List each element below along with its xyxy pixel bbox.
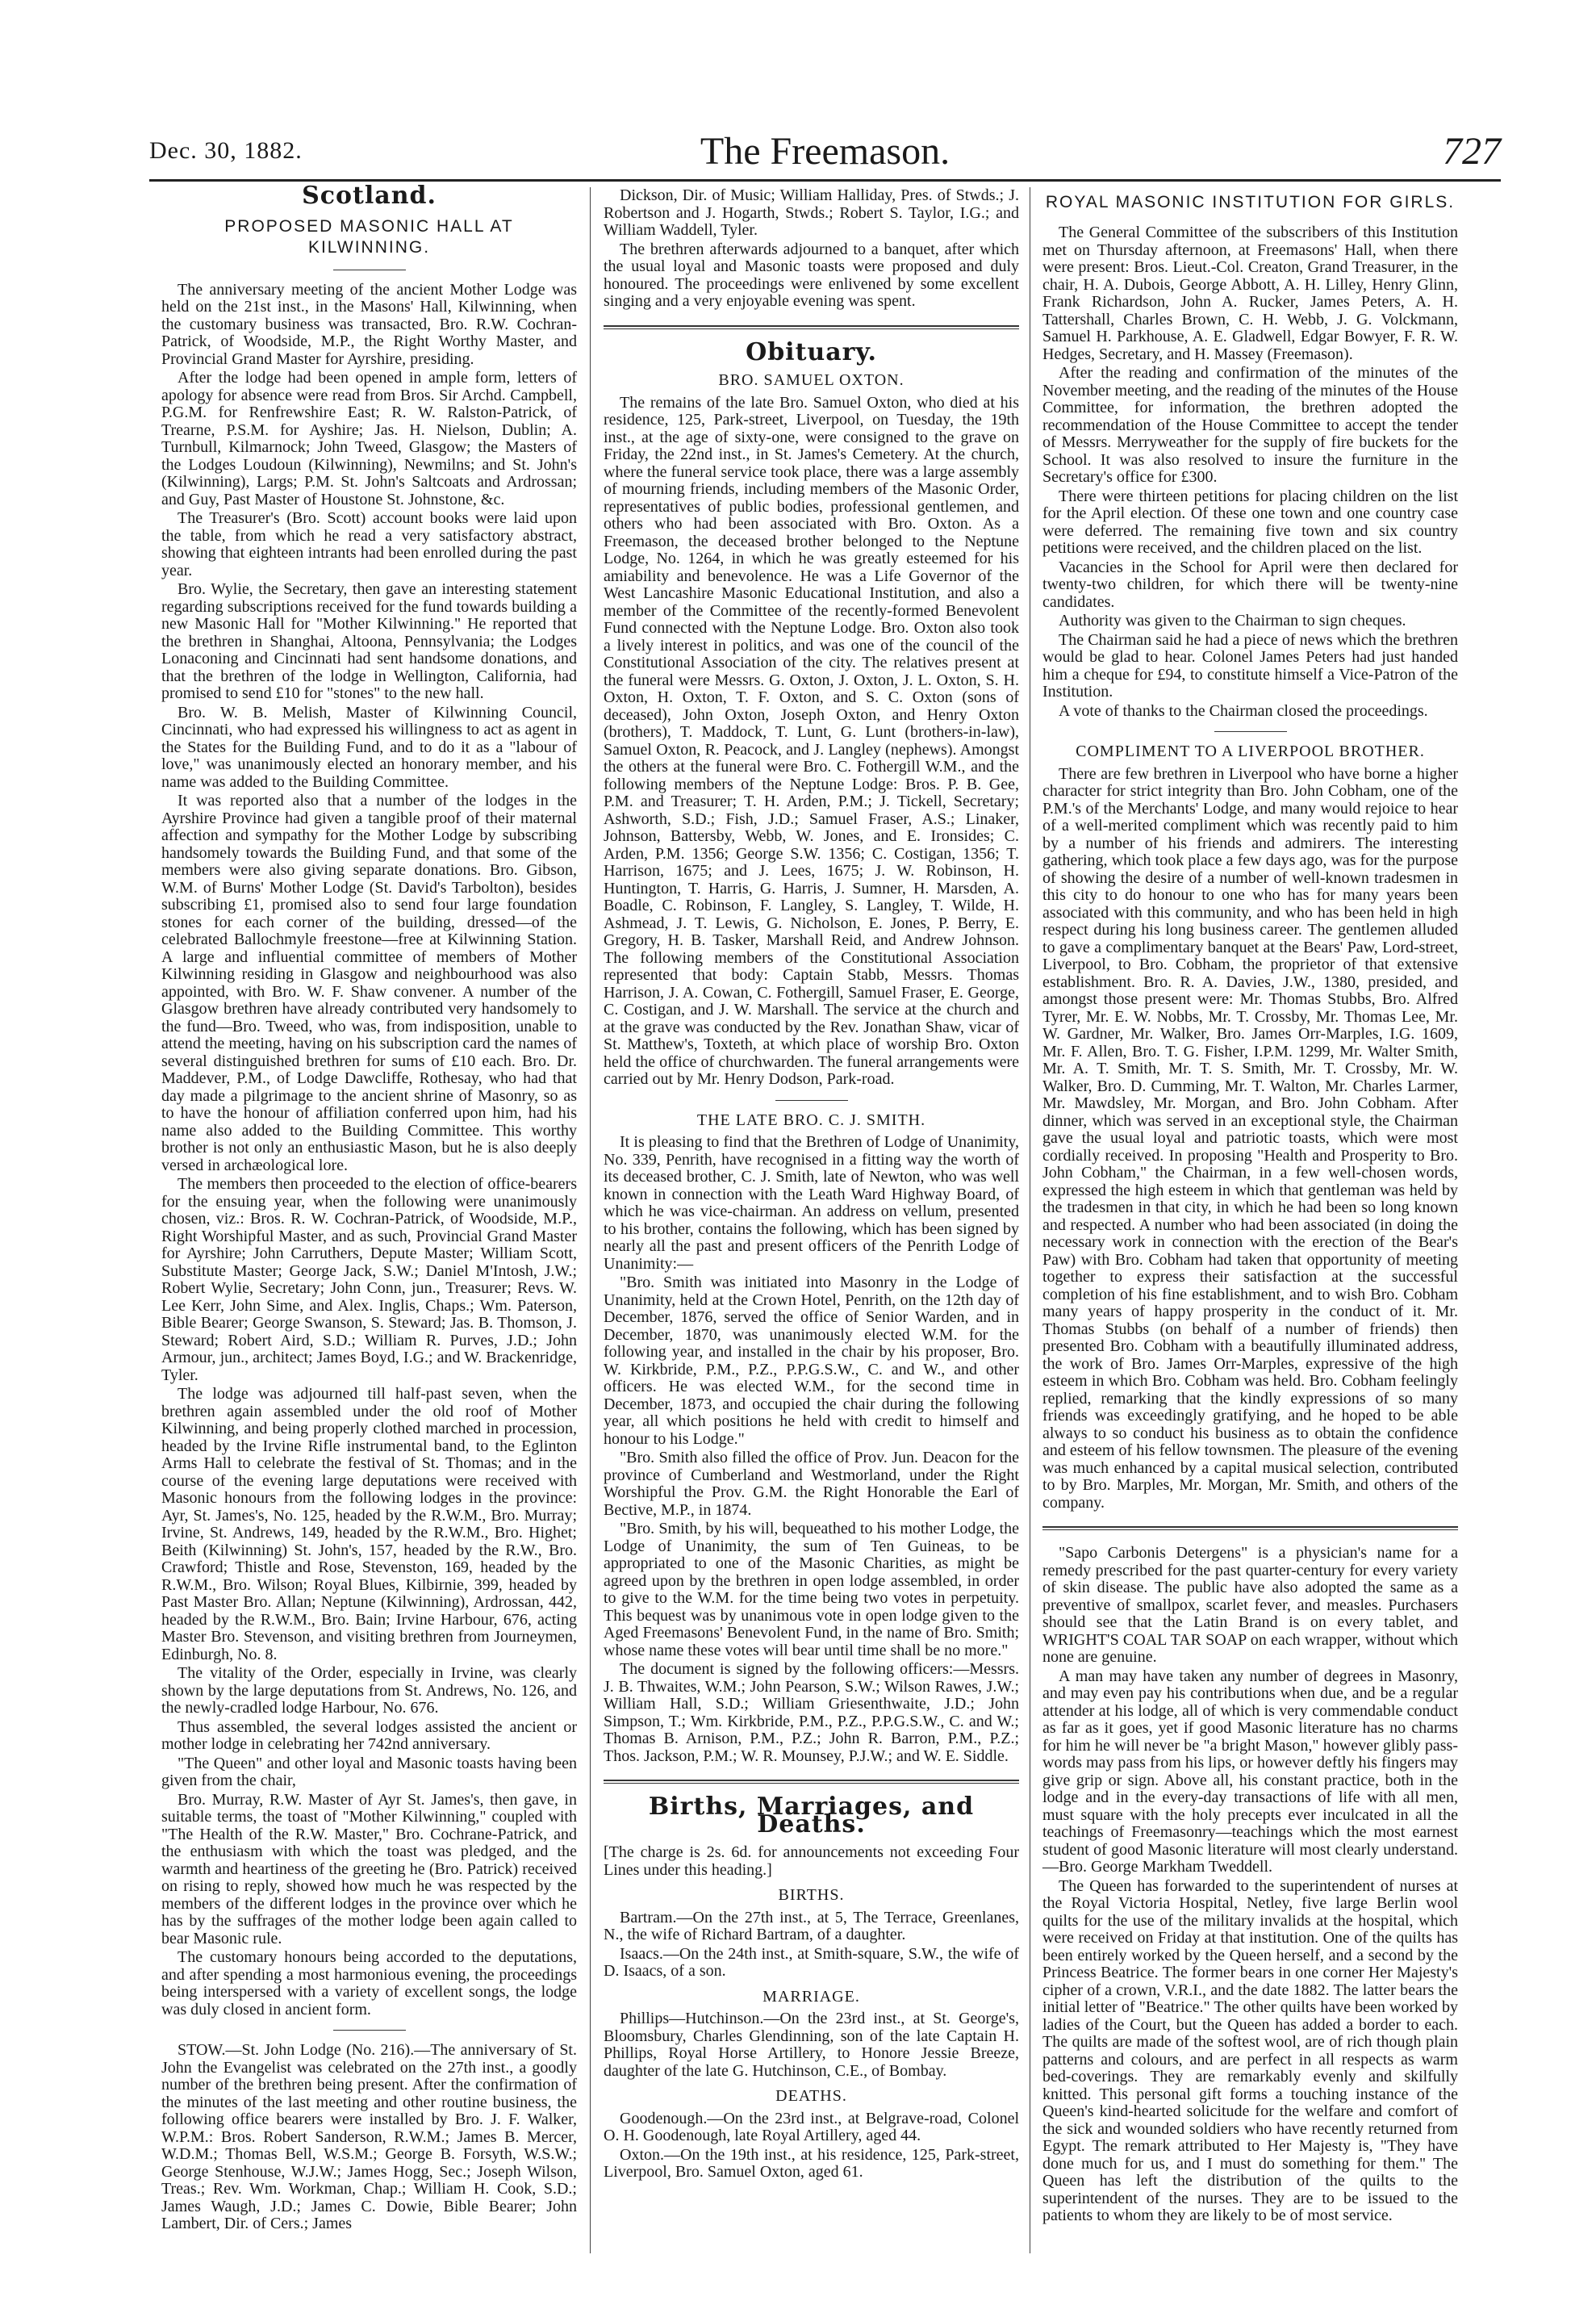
paragraph: Bro. W. B. Melish, Master of Kilwinning Council, Cincinnati, who had expressed his willingness to act as agent in the States for the Building Fund, and to do it as a "labour of love," was unanimously elected an honorary member, and his name was added to the Building Committee.: [161, 703, 577, 791]
paragraph: Dickson, Dir. of Music; William Halliday, Pres. of Stwds.; J. Robertson and J. Hogarth, Stwds.; Robert S. Taylor, I.G.; and William Waddell, Tyler.: [604, 186, 1019, 239]
paragraph: The General Committee of the subscribers of this Institution met on Thursday afternoon, at Freemasons' Hall, when there were present: Bros. Lieut.-Col. Creaton, Grand Treasurer, in the chair, H. A. Dubois, George Abbott, A. H. Lilley, Henry Glinn, Frank Richardson, John A. Rucker, James Peters, A. H. Tattershall, Charles Brown, C. H. Webb, J. G. Volckmann, Samuel H. Parkhouse, A. E. Gladwell, Edgar Bowyer, F. R. W. Hedges, Secretary, and H. Massey (Freemason).: [1042, 224, 1458, 363]
deaths-heading: DEATHS.: [775, 2087, 847, 2105]
column-3: [1042, 187, 1458, 2227]
paragraph: Thus assembled, the several lodges assisted the ancient or mother lodge in celebrating her 742nd anniversary.: [161, 1717, 577, 1753]
divider: [604, 325, 1019, 329]
page-header: [149, 129, 1501, 178]
paragraph: The brethren afterwards adjourned to a banquet, after which the usual loyal and Masonic toasts were proposed and duly honoured. The proceedings were enlivened by some excellent singing and a very enjoyable evening was spent.: [604, 240, 1019, 310]
marriage-notice: Phillips—Hutchinson.—On the 23rd inst., at St. George's, Bloomsbury, Charles Glendinning, son of the late Captain H. Phillips, Royal Horse Artillery, to Honore Jessie Breeze, daughter of the late G. Hutchinson, C.E., of Bombay.: [604, 2010, 1019, 2080]
paragraph: After the reading and confirmation of the minutes of the November meeting, and the reading of the minutes of the House Committee, for information, the brethren adopted the recommendation of the House Committee to accept the tender of Messrs. Merryweather for the supply of fire buckets for the School. It was also resolved to insure the furniture in the Secretary's office for £300.: [1042, 364, 1458, 486]
paragraph: The anniversary meeting of the ancient Mother Lodge was held on the 21st inst., in the Masons' Hall, Kilwinning, when the customary business was transacted, Bro. R.W. Cochran-Patrick, of Woodside, M.P., the Right Worthy Master, and Provincial Grand Master for Ayrshire, presiding.: [161, 280, 577, 368]
section-heading-bmd: Births, Marriages, and Deaths.: [648, 1793, 975, 1839]
paragraph: It was reported also that a number of the lodges in the Ayrshire Province had given a tangible proof of their maternal affection and sympathy for the Mother Lodge by subscribing handsomely towards the Building Fund, and that some of the members were also giving separate donations. Bro. Gibson, W.M. of Burns' Mother Lodge (St. David's Tarbolton), besides subscribing £1, promised also to send four large foundation stones for each corner of the building, dressed—of the celebrated Ballochmyle freestone—free at Kilwinning Station. A large and influential committee of members of Mother Kilwinning residing in Glasgow and neighbourhood was also appointed, with Bro. W. F. Shaw convener. A number of the Glasgow brethren have already contributed very handsomely to the fund—Bro. Tweed, who was, from indisposition, unable to attend the meeting, having on his subscription card the names of several distinguished brethren for sums of £10 each. Bro. Dr. Maddever, P.M., of Lodge Dawcliffe, Rothesay, who had that day made a pilgrimage to the ancient shrine of Masonry, so as to have the honour of affiliation conferred upon him, had his name also added to the Building Committee. This worthy brother is not only an enthusiastic Mason, but he is also deeply versed in archæological lore.: [161, 792, 577, 1174]
paragraph-stow: STOW.—St. John Lodge (No. 216).—The anniversary of St. John the Evangelist was celebrated on the 27th inst., a goodly number of the brethren being present. After the confirmation of the minutes of the last meeting and other routine business, the following office bearers were installed by Bro. J. F. Walker, W.P.M.: Bros. Robert Sanderson, R.W.M.; James B. Mercer, W.D.M.; Thomas Bell, W.S.M.; George B. Forsyth, W.S.W.; George Stenhouse, W.J.W.; James Hogg, Sec.; Joseph Wilson, Treas.; Rev. Wm. Workman, Chap.; William H. Cook, S.D.; James Waugh, J.D.; James C. Dowie, Bible Bearer; John Lambert, Dir. of Cers.; James: [161, 2041, 577, 2232]
bmd-note: [The charge is 2s. 6d. for announcements not exceeding Four Lines under this heading.]: [604, 1843, 1019, 1879]
paragraph: A vote of thanks to the Chairman closed the proceedings.: [1059, 701, 1428, 720]
paragraph: "Bro. Smith, by his will, bequeathed to his mother Lodge, the Lodge of Unanimity, the sum of Ten Guineas, to be appropriated to one of the Masonic Charities, as might be agreed upon by the brethren in open lodge assembled, in order to give to the W.M. for the time being two votes in perpetuity. This bequest was by unanimous vote in open lodge given to the Aged Freemasons' Benevolent Fund, in the name of Bro. Smith; whose name these votes will bear until time shall be no more.": [604, 1520, 1019, 1659]
paragraph-queen: The Queen has forwarded to the superintendent of nurses at the Royal Victoria Hospital, Netley, five large Berlin wool quilts for the use of the military invalids at the hospital, which were received on Friday at that institution. One of the quilts has been entirely worked by the Queen herself, and a second by the Princess Beatrice. The former bears in one corner Her Majesty's cipher of a crown, V.R.I., and the date 1882. The latter bears the initial letter of "Beatrice." The other quilts have been worked by ladies of the Court, but the Queen has added a border to each. The quilts are made of the softest wool, are of rich though plain patterns and colours, and are perfect in all respects as warm bed-coverings. They are remarkably evenly and skilfully knitted. This personal gift forms a touching instance of the Queen's kind-hearted solicitude for the welfare and comfort of the sick and wounded soldiers who have recently returned from Egypt. The remark attributed to Her Majesty is, "They have done much for us, and I must do something for them." The Queen has left the distribution of the quilts to the superintendent of the nurses. They are to be issued to the patients to whom they are likely to be of most service.: [1042, 1876, 1458, 2224]
article-title-kilwinning: PROPOSED MASONIC HALL AT KILWINNING.: [224, 216, 514, 257]
column-2: [604, 187, 1019, 2183]
paragraph: The remains of the late Bro. Samuel Oxton, who died at his residence, 125, Park-street, Liverpool, on Tuesday, the 19th inst., at the age of sixty-one, were consigned to the grave on Friday, the 22nd inst., in St. James's Cemetery. At the church, where the funeral service took place, there was a large assembly of mourning friends, including members of the Masonic Order, representatives of public bodies, professional gentlemen, and others who had been associated with Bro. Oxton. As a Freemason, the deceased brother belonged to the Neptune Lodge, No. 1264, in which he was greatly esteemed for his amiability and benevolence. He was a Life Governor of the West Lancashire Masonic Educational Institution, and also a member of the Committee of the recently-formed Benevolent Fund connected with the Neptune Lodge. Bro. Oxton also took a lively interest in politics, and was one of the council of the Constitutional Association of the city. The relatives present at the funeral were Messrs. G. Oxton, J. Oxton, J. L. Oxton, S. H. Oxton, H. Oxton, T. F. Oxton, and S. C. Oxton (sons of deceased), John Oxton, Joseph Oxton, and Henry Oxton (brothers), T. Maddock, T. Lunt, G. Lunt (brothers-in-law), Samuel Oxton, R. Peacock, and J. Langley (nephews). Amongst the others at the funeral were Bro. C. Fothergill W.M., and the following members of the Neptune Lodge: Bros. P. B. Gee, P.M. and Treasurer; T. H. Arden, P.M.; J. Tickell, Secretary; Ashworth, S.D.; Fish, J.D.; Samuel Fraser, A.S.; Linaker, Johnson, Battersby, Webb, W. Jones, and E. Ironsides; C. Arden, P.M. 1356; George S.W. 1356; C. Costigan, 1356; T. Harrison, 1675; and J. Lees, 1675; J. W. Robinson, H. Huntington, T. Harris, G. Harris, J. Sumner, H. Marsden, A. Boadle, C. Robinson, F. Langley, S. Langley, T. Wilde, H. Ashmead, J. T. Lewis, G. Nicholson, E. Jones, P. Berry, E. Gregory, H. B. Tasker, Marshall Reid, and Andrew Johnson. The following members of the Constitutional Association represented that body: Captain Stabb, Messrs. Thomas Harrison, J. A. Cowan, C. Fothergill, Samuel Fraser, E. George, C. Costigan, and J. W. Marshall. The service at the church and at the grave was conducted by the Rev. Jonathan Shaw, vicar of St. Matthew's, Toxteth, at which place of worship Bro. Oxton held the office of churchwarden. The funeral arrangements were carried out by Mr. Henry Dodson, Park-road.: [604, 393, 1019, 1088]
birth-notice: Bartram.—On the 27th inst., at 5, The Terrace, Greenlanes, N., the wife of Richard Bartram, of a daughter.: [604, 1908, 1019, 1943]
paragraph: The Chairman said he had a piece of news which the brethren would be glad to hear. Colonel James Peters had just handed him a cheque for £94, to constitute himself a Vice-Patron of the Institution.: [1042, 630, 1458, 701]
births-heading: BIRTHS.: [778, 1886, 845, 1904]
paragraph: The lodge was adjourned till half-past seven, when the brethren again assembled under the old roof of Mother Kilwinning, and being properly clothed marched in procession, headed by the Irvine Rifle instrumental band, to the Eglinton Arms Hall to celebrate the festival of St. Thomas; and in the course of the evening large deputations were received with Masonic honours from the following lodges in the province: Ayr, St. James's, No. 125, headed by the R.W.M., Bro. Murray; Irvine, St. Andrews, 149, headed by the R.W.M., Bro. Highet; Beith (Kilwinning) St. John's, 157, headed by the R.W., Bro. Crawford; Thistle and Rose, Stevenston, 169, headed by the R.W.M., Bro. Wilson; Royal Blues, Kilbirnie, 399, headed by Past Master Bro. Allan; Neptune (Kilwinning), Ardrossan, 442, headed by the R.W.M., Bro. Bain; Irvine Harbour, 676, acting Master Bro. Stevenson, and visiting brethren from Journeymen, Edinburgh, No. 8.: [161, 1385, 577, 1663]
paragraph: The members then proceeded to the election of office-bearers for the ensuing year, when the following were unanimously chosen, viz.: Bros. R. W. Cochran-Patrick, of Woodside, M.P., Right Worshipful Master, and as such, Provincial Grand Master for Ayrshire; John Carruthers, Depute Master; William Scott, Substitute Master; George Jack, S.W.; Daniel M'Intosh, J.W.; Robert Wylie, Secretary; John Conn, jun., Treasurer; Revs. W. Lee Kerr, John Sime, and Alex. Inglis, Chaps.; Wm. Paterson, Bible Bearer; George Swanson, S. Steward; Jas. B. Thomson, J. Steward; Robert Aird, S.D.; William R. Purves, J.D.; John Armour, jun., architect; James Boyd, I.G.; and W. Brackenridge, Tyler.: [161, 1175, 577, 1384]
paragraph: There are few brethren in Liverpool who have borne a higher character for strict integrity than Bro. John Cobham, one of the P.M.'s of the Merchants' Lodge, and many would rejoice to hear of a well-merited compliment which was recently paid to him by a number of his friends and admirers. The interesting gathering, which took place a few days ago, was for the purpose of showing the desire of a number of well-known tradesmen in this city to do honour to one who has for many years been associated with this community, and who has been held in high respect during his long business career. The gentlemen alluded to gave a complimentary banquet at the Bears' Paw, Lord-street, Liverpool, to Bro. Cobham, the proprietor of that extensive establishment. Bro. R. A. Davies, J.W., 1380, presided, and amongst those present were: Mr. Thomas Stubbs, Bro. Alfred Tyrer, Mr. E. W. Nobbs, Mr. T. Crossby, Mr. Thomas Lee, Mr. W. Gardner, Mr. Walker, Bro. James Orr-Marples, I.G. 1609, Mr. F. Allen, Bro. T. G. Fisher, I.P.M. 1299, Mr. Walter Smith, Mr. A. T. Smith, Mr. T. S. Smith, Mr. T. Crossby, Mr. W. Walker, Bro. D. Cumming, Mr. T. Walton, Mr. Charles Larmer, Mr. Mawdsley, Mr. Morgan, and Bro. John Cobham. After dinner, which was served in an exceptional style, the Chairman gave the usual loyal and patriotic toasts, which were most cordially received. In proposing "Health and Prosperity to Bro. John Cobham," the Chairman, in a few well-chosen words, expressed the high esteem in which that gentleman was held by the tradesmen in that city, in which he had been so long known and respected. A number who had been associated (in doing the necessary work in connection with the erection of the Bear's Paw) with Bro. Cobham had taken that opportunity of meeting together to express their satisfaction at the successful completion of his fine establishment, and to wish Bro. Cobham many years of happy prosperity in the conduct of it. Mr. Thomas Stubbs (on behalf of a number of friends) then presented Bro. Cobham with a beautifully illuminated address, the work of Bro. James Orr-Marples, expressive of the high esteem in which Bro. Cobham was held. Bro. Cobham feelingly replied, remarking that the kindly expressions of so many friends was exceedingly gratifying, and he hoped to be able always to so conduct his business as to obtain the confidence and esteem of his fellow townsmen. The pleasure of the evening was much enhanced by a capital musical selection, contributed to by Bro. Marples, Mr. Morgan, Mr. Smith, and others of the company.: [1042, 764, 1458, 1512]
paragraph: "Bro. Smith was initiated into Masonry in the Lodge of Unanimity, held at the Crown Hotel, Penrith, on the 12th day of December, 1876, served the office of Senior Warden, and in December, 1870, was unanimously elected W.M. for the following year, and installed in the chair by his proposer, Bro. W. Kirkbride, P.M., P.Z., P.P.G.S.W., C. and W., and other officers. He was elected W.M., for the second time in December, 1873, and occupied the chair during the following year, all which positions he held with credit to himself and honour to his Lodge.": [604, 1274, 1019, 1448]
column-divider: [590, 187, 591, 2253]
divider: [1214, 731, 1287, 732]
paragraph: The customary honours being accorded to the deputations, and after spending a most harmonious evening, the proceedings being interspersed with a variety of excellent songs, the lodge was duly closed in ancient form.: [161, 1948, 577, 2018]
page-title: The Freemason.: [700, 130, 950, 173]
page-date: Dec. 30, 1882.: [149, 137, 303, 164]
paragraph-sapo: "Sapo Carbonis Detergens" is a physician's name for a remedy prescribed for the past quarter-century for every variety of skin disease. The public have also adopted the same as a preventive of smallpox, scarlet fever, and measles. Purchasers should see that the Latin Brand is on every tablet, and WRIGHT'S COAL TAR SOAP on each wrapper, without which none are genuine.: [1042, 1544, 1458, 1666]
article-title-compliment: COMPLIMENT TO A LIVERPOOL BROTHER.: [1076, 743, 1425, 760]
death-notice: Goodenough.—On the 23rd inst., at Belgrave-road, Colonel O. H. Goodenough, late Royal Artillery, aged 44.: [604, 2109, 1019, 2144]
death-notice: Oxton.—On the 19th inst., at his residence, 125, Park-street, Liverpool, Bro. Samuel Oxton, aged 61.: [604, 2145, 1019, 2181]
paragraph: The document is signed by the following officers:—Messrs. J. B. Thwaites, W.M.; John Pearson, S.W.; Wilson Rawes, J.W.; William Hall, S.D.; William Griesenthwaite, J.D.; John Simpson, T.; Wm. Kirkbride, P.M., P.Z., P.P.G.S.W., C. and W.; Thomas B. Arnison, P.M., P.Z.; John R. Barron, P.M., P.Z.; Thos. Jackson, P.M.; W. R. Mounsey, P.J.W.; and W. E. Siddle.: [604, 1660, 1019, 1765]
paragraph: It is pleasing to find that the Brethren of Lodge of Unanimity, No. 339, Penrith, have recognised in a fitting way the worth of its deceased brother, C. J. Smith, late of Newton, who was well known in connection with the Leath Ward Highway Board, of which he was vice-chairman. An address on vellum, presented to his brother, contains the following, which has been signed by nearly all the past and present officers of the Penrith Lodge of Unanimity:—: [604, 1133, 1019, 1273]
marriage-heading: MARRIAGE.: [762, 1987, 860, 2006]
paragraph: Vacancies in the School for April were then declared for twenty-two children, for which there will be twenty-nine candidates.: [1042, 558, 1458, 611]
paragraph: There were thirteen petitions for placing children on the list for the April election. Of these one town and one country case were deferred. The remaining five town and six country petitions were received, and the children placed on the list.: [1042, 487, 1458, 557]
article-title-rmig: ROYAL MASONIC INSTITUTION FOR GIRLS.: [1045, 193, 1456, 211]
section-heading-obituary: Obituary.: [746, 337, 877, 366]
paragraph-degrees: A man may have taken any number of degrees in Masonry, and may even pay his contributions when due, and be a regular attender at his lodge, all of which is very commendable conduct as far as it goes, yet if good Masonic literature has no charms for him he will never be "a bright Mason," however glibly pass-words may pass from his lips, or however deftly his fingers may give grip or sign. Above all, his constant practice, both in the lodge and in the every-day transactions of life with all men, must square with the holy precepts ever inculcated in all the teachings of Freemasonry—teachings which the most earnest student of good Masonic literature will most clearly understand.—Bro. George Markham Tweddell.: [1042, 1667, 1458, 1876]
article-title-oxton: BRO. SAMUEL OXTON.: [718, 371, 905, 389]
paragraph: "Bro. Smith also filled the office of Prov. Jun. Deacon for the province of Cumberland and Westmorland, under the Right Worshipful the Prov. G.M. the Right Honorable the Earl of Bective, M.P., in 1874.: [604, 1449, 1019, 1519]
section-heading-scotland: Scotland.: [302, 182, 437, 210]
birth-notice: Isaacs.—On the 24th inst., at Smith-square, S.W., the wife of D. Isaacs, of a son.: [604, 1944, 1019, 1980]
paragraph: The vitality of the Order, especially in Irvine, was clearly shown by the large deputations from St. Andrews, No. 126, and the newly-cradled lodge Harbour, No. 676.: [161, 1664, 577, 1717]
paragraph: Bro. Murray, R.W. Master of Ayr St. James's, then gave, in suitable terms, the toast of "Mother Kilwinning," coupled with "The Health of the R.W. Master," Bro. Cochrane-Patrick, and the enthusiasm with which the toast was pledged, and the warmth and heartiness of the greeting he (Bro. Patrick) received on rising to reply, showed how much he was respected by the members of the different lodges in the province over which he has by the suffrages of the mother lodge been again called to bear Masonic rule.: [161, 1790, 577, 1947]
paragraph: "The Queen" and other loyal and Masonic toasts having been given from the chair,: [161, 1754, 577, 1789]
article-title-smith: THE LATE BRO. C. J. SMITH.: [696, 1111, 926, 1129]
divider: [604, 1780, 1019, 1784]
divider: [775, 1100, 848, 1101]
column-1: [161, 182, 577, 2235]
divider: [333, 2030, 406, 2031]
paragraph: Bro. Wylie, the Secretary, then gave an interesting statement regarding subscriptions received for the fund towards building a new Masonic Hall for "Mother Kilwinning." He reported that the brethren in Shanghai, Altoona, Pennsylvania; the Lodges Lonaconing and Cincinnati had sent handsome donations, and that the brethren of the lodge in Wellington, California, had promised to send £10 for "stones" to the new hall.: [161, 580, 577, 702]
paragraph: After the lodge had been opened in ample form, letters of apology for absence were read from Bros. Sir Archd. Campbell, P.G.M. for Renfrewshire East; R. W. Ralston-Patrick, of Trearne, P.S.M. for Ayshire; Jas. H. Nielson, Dublin; A. Turnbull, Kilmarnock; John Tweed, Glasgow; the Masters of the Lodges Loudoun (Kilwinning), Newmilns; and St. John's (Kilwinning), Largs; P.M. St. John's Saltcoats and Ardrossan; and Guy, Past Master of Houstone St. Johnstone, &c.: [161, 369, 577, 508]
paragraph: The Treasurer's (Bro. Scott) account books were laid upon the table, from which he read a very satisfactory abstract, showing that eighteen intrants had been enrolled during the past year.: [161, 509, 577, 579]
divider: [1042, 1526, 1458, 1530]
paragraph: Authority was given to the Chairman to sign cheques.: [1059, 612, 1406, 630]
page-number: 727: [1443, 130, 1501, 173]
